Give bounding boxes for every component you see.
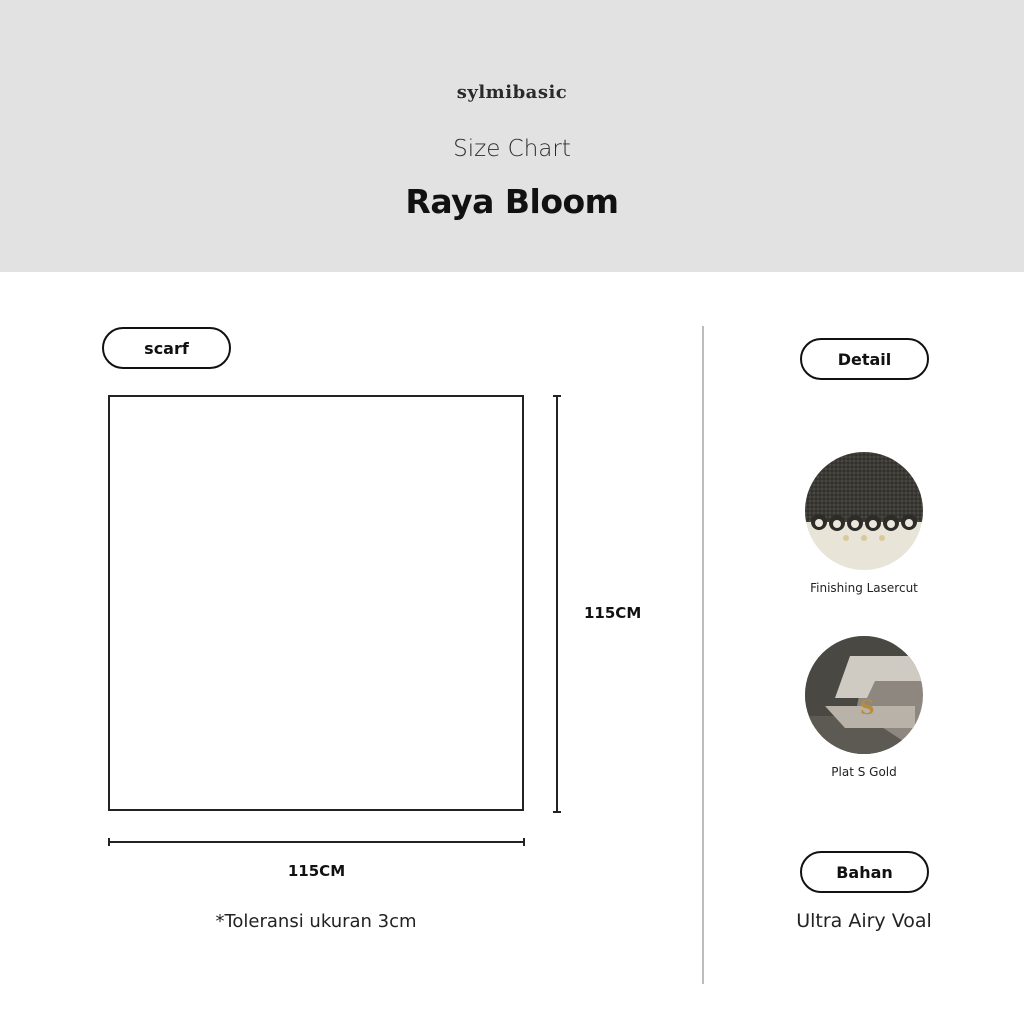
material-value: Ultra Airy Voal	[796, 910, 932, 932]
height-dimension-label: 115CM	[584, 604, 642, 622]
lasercut-caption: Finishing Lasercut	[810, 581, 918, 595]
width-dimension-label: 115CM	[287, 862, 346, 880]
header-banner	[0, 0, 1024, 272]
product-title: Raya Bloom	[405, 182, 619, 221]
lasercut-edge-photo-icon	[805, 452, 923, 570]
width-dimension-line	[108, 841, 525, 843]
gold-s-plate-photo-icon	[805, 636, 923, 754]
detail-pill: Detail	[800, 338, 929, 380]
svg-text:S: S	[860, 695, 875, 719]
scarf-outline	[108, 395, 524, 811]
gold-plate-caption: Plat S Gold	[831, 765, 897, 779]
height-dimension-line	[556, 395, 558, 813]
scarf-category-pill: scarf	[102, 327, 231, 369]
column-divider	[702, 326, 704, 984]
material-pill: Bahan	[800, 851, 929, 893]
tolerance-note: *Toleransi ukuran 3cm	[215, 911, 417, 932]
page-subtitle: Size Chart	[453, 136, 571, 162]
brand-logo: sylmibasic	[456, 82, 568, 103]
